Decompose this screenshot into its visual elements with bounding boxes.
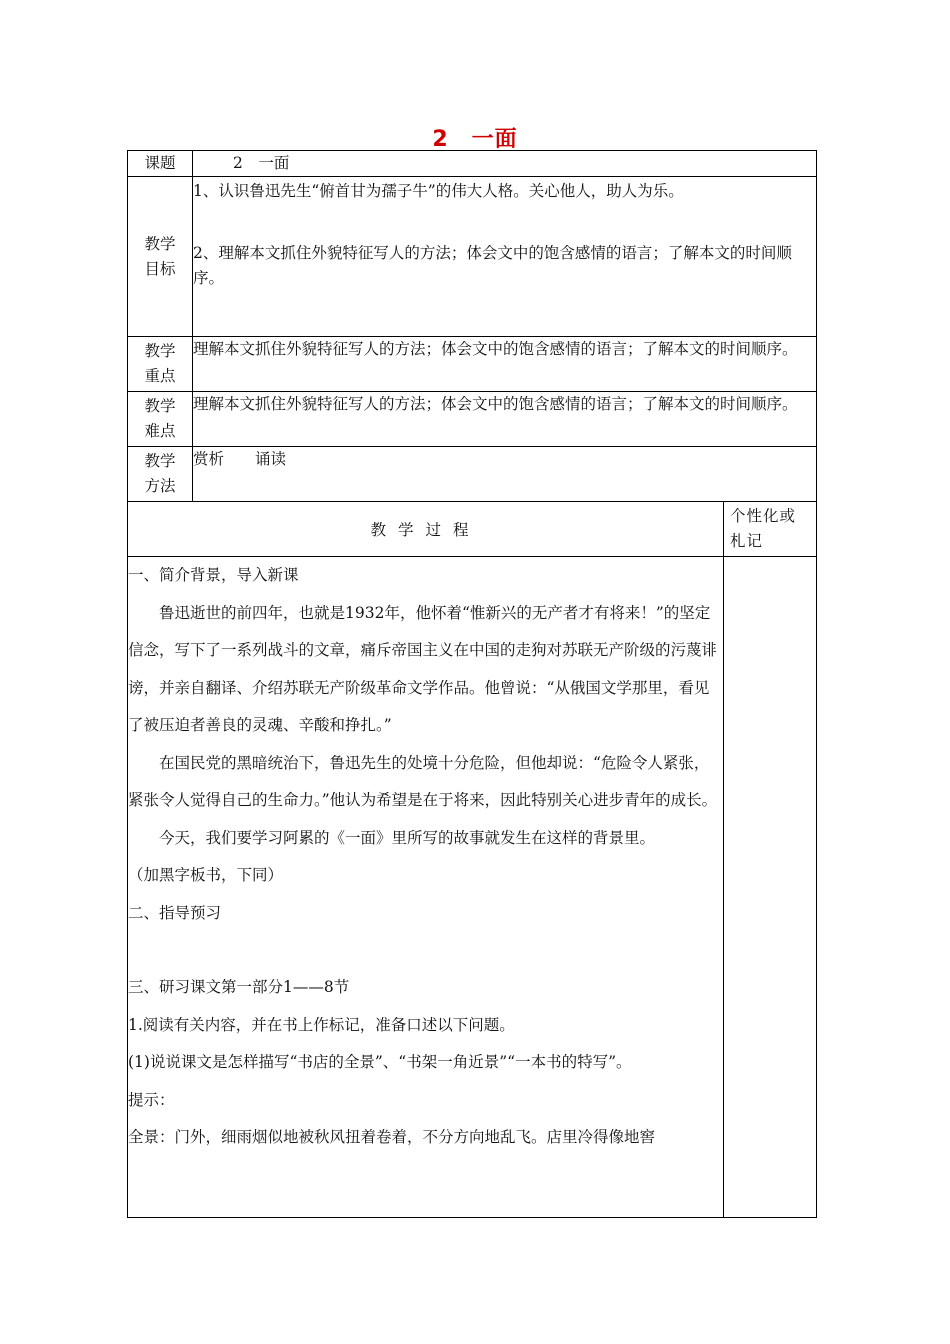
topic-label: 课题: [128, 151, 193, 177]
process-header: 教学过程: [128, 502, 724, 557]
key-label: 教学重点: [128, 337, 193, 392]
question-1: (1)说说课文是怎样描写“书店的全景”、“书架一角近景”“一本书的特写”。: [128, 1053, 632, 1071]
method-row: [128, 447, 817, 502]
process-body-row: [128, 557, 817, 1218]
difficulty-row: [128, 392, 817, 447]
page-title: 2 一面: [432, 127, 518, 152]
hint-panorama: 全景：门外，细雨烟似地被秋风扭着卷着，不分方向地乱飞。店里冷得像地窖: [128, 1128, 656, 1146]
background-paragraph-3: 今天，我们要学习阿累的《一面》里所写的故事就发生在这样的背景里。: [159, 828, 656, 847]
section-heading-1: 一、简介背景，导入新课: [128, 566, 299, 584]
blank-line: [128, 932, 723, 969]
section-heading-2: 二、指导预习: [128, 903, 222, 922]
instruction-1: 1.阅读有关内容，并在书上作标记，准备口述以下问题。: [128, 1015, 515, 1034]
goal-item-1: 1、认识鲁迅先生“俯首甘为孺子牛”的伟大人格。关心他人，助人为乐。: [193, 182, 684, 200]
background-paragraph-2: 在国民党的黑暗统治下，鲁迅先生的处境十分危险，但他却说：“危险令人紧张，紧张令人觉得自己的生命力。”他认为希望是在于将来，因此特别关心进步青年的成长。: [128, 753, 718, 809]
goals-content: [193, 177, 817, 337]
process-header-row: [128, 502, 817, 557]
lesson-plan-table: [127, 150, 817, 1218]
notes-column: [724, 557, 817, 1218]
goal-item-2: 2、理解本文抓住外貌特征写人的方法；体会文中的饱含感情的语言；了解本文的时间顺序。: [193, 244, 792, 287]
hint-label: 提示：: [128, 1090, 175, 1109]
method-value: 赏析 诵读: [193, 447, 817, 502]
process-body: [128, 557, 724, 1218]
method-label: 教学方法: [128, 447, 193, 502]
notes-header: 个性化或札记: [724, 502, 817, 557]
board-note: （加黑字板书，下同）: [128, 866, 284, 884]
background-paragraph-1: 鲁迅逝世的前四年，也就是1932年，他怀着“惟新兴的无产者才有将来！”的坚定信念，写下了一系列战斗的文章，痛斥帝国主义在中国的走狗对苏联无产阶级的污蔑诽谤，并亲自翻译、介绍苏联无产阶级革命文学作品。他曾说：“从俄国文学那里，看见了被压迫者善良的灵魂、辛酸和挣扎。”: [128, 603, 718, 734]
goals-row: [128, 177, 817, 337]
goals-label: 教学目标: [128, 177, 193, 337]
difficulty-value: 理解本文抓住外貌特征写人的方法；体会文中的饱含感情的语言；了解本文的时间顺序。: [193, 392, 817, 447]
key-row: [128, 337, 817, 392]
topic-row: [128, 151, 817, 177]
section-heading-3: 三、研习课文第一部分1——8节: [128, 978, 350, 996]
key-value: 理解本文抓住外貌特征写人的方法；体会文中的饱含感情的语言；了解本文的时间顺序。: [193, 337, 817, 392]
topic-value: 2 一面: [193, 151, 817, 177]
difficulty-label: 教学难点: [128, 392, 193, 447]
